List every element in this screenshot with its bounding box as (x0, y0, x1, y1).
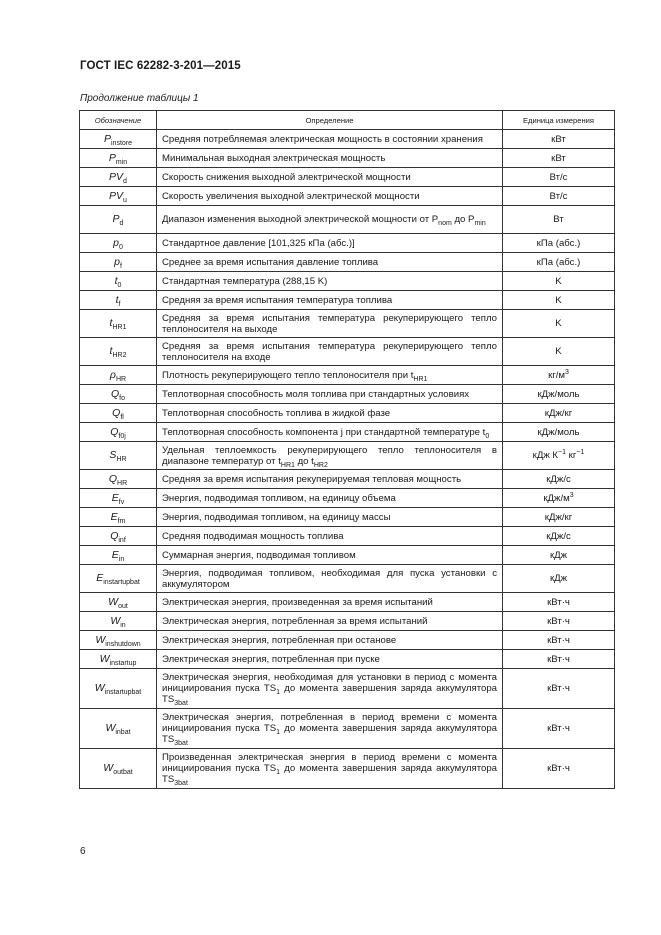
definition-cell (157, 593, 503, 612)
definition-cell (157, 527, 503, 546)
definition-subscript: HR1 (413, 375, 428, 383)
unit-cell (503, 508, 615, 527)
page-number: 6 (80, 846, 86, 857)
definition-cell (157, 546, 503, 565)
unit-superscript: 3 (569, 491, 574, 499)
definition-text: Стандартная температура (288,15 K) (162, 275, 328, 287)
unit-text: кДж (549, 573, 568, 584)
symbol-subscript: instartup (109, 659, 137, 667)
definition-cell (157, 749, 503, 789)
definition-text: Электрическая энергия, потребленная при пуске (162, 653, 380, 665)
unit-text: кПа (абс.) (536, 237, 581, 249)
symbol-text: PV (109, 189, 124, 202)
symbol-subscript: d (119, 220, 124, 228)
unit-cell (503, 489, 615, 508)
symbol-text: Q (110, 529, 119, 542)
definition-text: Энергия, подводимая топливом, на единицу объема (162, 492, 396, 504)
unit-text: K (555, 346, 562, 357)
unit-cell (503, 338, 615, 366)
unit-text: кВт·ч (547, 683, 570, 694)
table-row (80, 650, 615, 669)
definition-text: Электрическая энергия, потребленная при останове (162, 634, 397, 646)
symbol-cell (80, 612, 157, 631)
definition-cell (157, 168, 503, 187)
unit-cell (503, 423, 615, 442)
symbol-text: W (108, 595, 119, 608)
definition-text: Электрическая энергия, необходимая для установки в период с момента инициирования пуска TS (162, 672, 497, 694)
symbol-text: W (105, 722, 116, 734)
definition-subscript: nom (438, 219, 452, 227)
symbol-cell (80, 206, 157, 234)
definition-cell (157, 366, 503, 385)
definition-subscript-2: 3bat (174, 739, 188, 747)
table-row (80, 206, 615, 234)
symbol-cell (80, 593, 157, 612)
definition-text: Удельная теплоемкость рекуперирующего тепло теплоносителя в диапазоне температур от t (162, 444, 497, 467)
table-row (80, 149, 615, 168)
document-title: ГОСТ IEC 62282-3-201—2015 (80, 60, 241, 72)
definition-cell (157, 631, 503, 650)
unit-text: кДж/м (543, 492, 570, 504)
definition-cell (157, 709, 503, 749)
definition-text: Энергия, подводимая топливом, на единицу массы (162, 511, 391, 523)
definition-cell (157, 423, 503, 442)
symbol-subscript: HR (117, 479, 128, 487)
symbol-text: E (96, 572, 104, 584)
unit-text: кПа (абс.) (536, 256, 581, 268)
symbol-cell (80, 546, 157, 565)
table-row (80, 366, 615, 385)
table-caption: Продолжение таблицы 1 (80, 93, 199, 104)
definition-text: Средняя за время испытания рекуперируемая тепловая мощность (162, 473, 462, 485)
unit-text: кДж/кг (544, 511, 573, 523)
unit-text: K (555, 275, 562, 287)
table-row (80, 234, 615, 253)
definition-cell (157, 669, 503, 709)
unit-text: кВт·ч (547, 763, 570, 774)
symbol-text: P (103, 132, 111, 145)
definition-cell (157, 404, 503, 423)
symbol-subscript: in (118, 555, 125, 563)
unit-cell (503, 291, 615, 310)
unit-cell (503, 612, 615, 631)
definition-subscript-2: 3bat (174, 779, 188, 787)
symbol-cell (80, 669, 157, 709)
table-header-row (80, 111, 615, 130)
table-row (80, 423, 615, 442)
table-row (80, 565, 615, 593)
table-row (80, 593, 615, 612)
definition-text: Энергия, подводимая топливом, необходимая для пуска установки с аккумулятором (162, 567, 497, 590)
unit-text: кВт·ч (547, 723, 570, 734)
definition-text: Средняя за время испытания температура рекуперирующего тепло теплоносителя на входе (162, 340, 497, 363)
symbol-cell (80, 404, 157, 423)
definition-text: Скорость увеличения выходной электрической мощности (162, 190, 420, 202)
symbol-text: Q (110, 387, 120, 400)
symbol-text: Q (108, 472, 118, 485)
definition-text: Средняя подводимая мощность топлива (162, 530, 344, 542)
symbol-subscript: 0 (117, 281, 122, 289)
unit-cell (503, 631, 615, 650)
table-row (80, 130, 615, 149)
symbol-cell (80, 527, 157, 546)
unit-text: кВт·ч (547, 653, 570, 665)
unit-cell (503, 366, 615, 385)
definition-text: Средняя за время испытания температура рекуперирующего тепло теплоносителя на выходе (162, 312, 497, 335)
symbol-text: W (95, 633, 106, 646)
definition-subscript: 1 (276, 768, 281, 776)
table-row (80, 470, 615, 489)
unit-cell (503, 272, 615, 291)
symbol-text: t (109, 345, 113, 357)
symbol-subscript: HR1 (112, 324, 127, 332)
symbol-subscript: instore (111, 139, 133, 147)
unit-text: кВт·ч (547, 596, 570, 608)
unit-text: кДж/с (546, 530, 571, 542)
table-row (80, 187, 615, 206)
unit-cell (503, 206, 615, 234)
symbol-subscript: HR (115, 375, 127, 383)
symbol-cell (80, 423, 157, 442)
unit-text: кВт (551, 133, 566, 145)
symbol-text: ρ (109, 368, 116, 381)
definition-cell (157, 187, 503, 206)
symbol-subscript: inshutdown (105, 640, 141, 648)
definition-cell (157, 489, 503, 508)
symbol-text: p (113, 236, 119, 249)
unit-cell (503, 565, 615, 593)
definition-cell (157, 565, 503, 593)
table-row (80, 527, 615, 546)
symbol-cell (80, 650, 157, 669)
definition-text-cont: до t (294, 455, 314, 467)
symbol-subscript: f (118, 300, 121, 308)
unit-cell (503, 749, 615, 789)
symbol-cell (80, 442, 157, 470)
symbol-text: PV (109, 170, 124, 183)
definition-subscript-2: 3bat (174, 699, 188, 707)
unit-text: Вт (553, 214, 564, 225)
definition-text: Диапазон изменения выходной электрической мощности от P (162, 214, 439, 225)
col-header-symbol: Обозначение (80, 111, 157, 130)
symbol-cell (80, 366, 157, 385)
table-row (80, 442, 615, 470)
unit-text: кг/м (548, 369, 566, 381)
symbol-subscript: d (123, 177, 127, 185)
table-row (80, 310, 615, 338)
unit-cell (503, 442, 615, 470)
symbol-cell (80, 631, 157, 650)
symbol-subscript: 0 (118, 243, 123, 251)
definition-subscript: 1 (276, 728, 281, 736)
definition-cell (157, 253, 503, 272)
symbol-subscript: instartupbat (103, 579, 140, 587)
unit-text: кДж/моль (537, 426, 580, 438)
unit-text: кДж К (532, 450, 559, 461)
symbol-cell (80, 149, 157, 168)
symbol-cell (80, 234, 157, 253)
table-row (80, 272, 615, 291)
symbol-text: Q (112, 406, 121, 419)
symbol-cell (80, 709, 157, 749)
symbol-text: t (114, 274, 118, 287)
table-row (80, 489, 615, 508)
col-header-unit: Единица измерения (503, 111, 615, 130)
definition-cell (157, 508, 503, 527)
definition-cell (157, 149, 503, 168)
unit-superscript-2: −1 (576, 448, 585, 456)
symbol-text: W (99, 652, 110, 665)
definition-text: Суммарная энергия, подводимая топливом (162, 549, 356, 561)
definition-text: Плотность рекуперирующего тепло теплоносителя при t (162, 369, 414, 381)
table-row (80, 709, 615, 749)
unit-cell (503, 253, 615, 272)
definition-text: Скорость снижения выходной электрической мощности (162, 171, 411, 183)
unit-cell (503, 669, 615, 709)
definition-subscript: 0 (485, 432, 490, 440)
symbol-subscript: fl (120, 413, 124, 421)
symbol-text: W (103, 762, 114, 774)
definition-cell (157, 650, 503, 669)
unit-cell (503, 234, 615, 253)
definition-cell (157, 310, 503, 338)
definition-text-cont: до момента завершения заряда аккумулятора TS (162, 683, 498, 705)
unit-cell (503, 404, 615, 423)
definition-cell (157, 612, 503, 631)
table-row (80, 404, 615, 423)
definition-text: Теплотворная способность компонента j при стандартной температуре t (162, 426, 486, 438)
symbol-subscript: f0j (118, 432, 126, 440)
unit-text: кВт·ч (547, 634, 570, 646)
table-row (80, 338, 615, 366)
unit-text: Вт/с (549, 171, 568, 183)
table-row (80, 508, 615, 527)
symbol-cell (80, 130, 157, 149)
symbol-text: W (110, 614, 121, 627)
definition-text: Теплотворная способность моля топлива при стандартных условиях (162, 388, 470, 400)
unit-text: кДж/с (546, 473, 571, 485)
symbol-text: E (111, 548, 119, 561)
table-row (80, 253, 615, 272)
definition-text: Теплотворная способность топлива в жидкой фазе (162, 407, 391, 419)
unit-text: K (555, 294, 562, 306)
definition-cell (157, 470, 503, 489)
symbol-subscript: fm (117, 517, 126, 525)
symbol-cell (80, 489, 157, 508)
unit-text: кДж/кг (544, 407, 573, 419)
definition-cell (157, 206, 503, 234)
definition-text-cont: до момента завершения заряда аккумулятора TS (162, 723, 498, 745)
unit-cell (503, 470, 615, 489)
definition-text: Минимальная выходная электрическая мощность (162, 152, 386, 164)
unit-cell (503, 385, 615, 404)
definition-cell (157, 442, 503, 470)
table-row (80, 168, 615, 187)
definition-text: Средняя потребляемая электрическая мощность в состоянии хранения (162, 133, 483, 145)
symbol-text: Q (110, 425, 119, 438)
symbol-subscript: instartupbat (104, 689, 142, 697)
unit-cell (503, 149, 615, 168)
symbol-subscript: f (119, 262, 122, 270)
table-row (80, 612, 615, 631)
symbol-subscript: u (123, 196, 127, 204)
symbol-subscript: min (115, 158, 128, 166)
symbol-subscript: out (118, 602, 128, 610)
symbol-cell (80, 338, 157, 366)
symbol-subscript: fo (119, 394, 125, 402)
definition-text: Электрическая энергия, потребленная за время испытаний (162, 615, 428, 627)
symbol-subscript: HR (116, 456, 127, 464)
table-row (80, 546, 615, 565)
definition-cell (157, 385, 503, 404)
definition-text: Среднее за время испытания давление топлива (162, 256, 379, 268)
symbol-subscript: fv (118, 498, 125, 506)
unit-superscript: −1 (558, 448, 566, 456)
definition-subscript: 1 (276, 688, 281, 696)
unit-cell (503, 130, 615, 149)
unit-text: K (555, 318, 562, 329)
table-row (80, 291, 615, 310)
symbol-cell (80, 187, 157, 206)
definition-cell (157, 272, 503, 291)
symbol-text: t (109, 317, 113, 329)
symbol-cell (80, 310, 157, 338)
symbol-subscript: inf (118, 536, 126, 544)
definition-subscript: HR1 (280, 461, 295, 469)
definition-text-cont: до момента завершения заряда аккумулятора TS (162, 763, 498, 785)
table-row (80, 631, 615, 650)
symbol-cell (80, 470, 157, 489)
symbol-text: p (114, 255, 120, 268)
definition-cell (157, 291, 503, 310)
symbol-subscript: in (120, 621, 126, 629)
symbol-text: P (108, 151, 116, 164)
unit-cell (503, 527, 615, 546)
definition-subscript-2: min (474, 219, 486, 227)
symbol-cell (80, 565, 157, 593)
symbol-cell (80, 272, 157, 291)
definition-text: Средняя за время испытания температура топлива (162, 294, 393, 306)
symbol-subscript: outbat (113, 769, 133, 777)
symbol-cell (80, 385, 157, 404)
unit-cell (503, 650, 615, 669)
definition-subscript-2: HR2 (313, 461, 328, 469)
unit-text-2: кг (568, 450, 577, 461)
symbol-subscript: HR2 (112, 352, 127, 360)
definition-cell (157, 338, 503, 366)
symbol-text: W (94, 682, 105, 694)
symbol-subscript: inbat (115, 729, 131, 737)
unit-cell (503, 593, 615, 612)
symbol-cell (80, 168, 157, 187)
symbol-cell (80, 253, 157, 272)
unit-text: кДж/моль (537, 388, 580, 400)
definition-cell (157, 234, 503, 253)
definition-cell (157, 130, 503, 149)
table-row (80, 385, 615, 404)
unit-superscript: 3 (565, 368, 569, 376)
definition-text: Стандартное давление [101,325 кПа (абс.)] (162, 237, 355, 249)
unit-text: Вт/с (549, 190, 568, 202)
symbol-text: P (112, 213, 120, 225)
symbol-text: t (115, 293, 119, 306)
unit-cell (503, 310, 615, 338)
definition-text: Электрическая энергия, потребленная в период времени с момента инициирования пуска TS (162, 712, 497, 734)
symbol-text: E (110, 510, 118, 523)
col-header-definition: Определение (157, 111, 503, 130)
symbol-cell (80, 291, 157, 310)
definition-text: Произведенная электрическая энергия в период времени с момента инициирования пуска TS (162, 752, 497, 774)
unit-text: кДж (549, 549, 568, 561)
table-row (80, 749, 615, 789)
unit-cell (503, 709, 615, 749)
table-row (80, 669, 615, 709)
symbol-cell (80, 749, 157, 789)
symbol-cell (80, 508, 157, 527)
table-body (80, 130, 615, 789)
symbol-text: S (109, 449, 117, 461)
unit-text: кВт (551, 152, 566, 164)
unit-cell (503, 546, 615, 565)
unit-text: кВт·ч (547, 615, 570, 627)
definition-text: Электрическая энергия, произведенная за время испытаний (162, 596, 433, 608)
definition-text-cont: до P (451, 214, 475, 225)
symbol-text: E (111, 491, 119, 504)
symbols-table (79, 110, 615, 789)
unit-cell (503, 168, 615, 187)
unit-cell (503, 187, 615, 206)
